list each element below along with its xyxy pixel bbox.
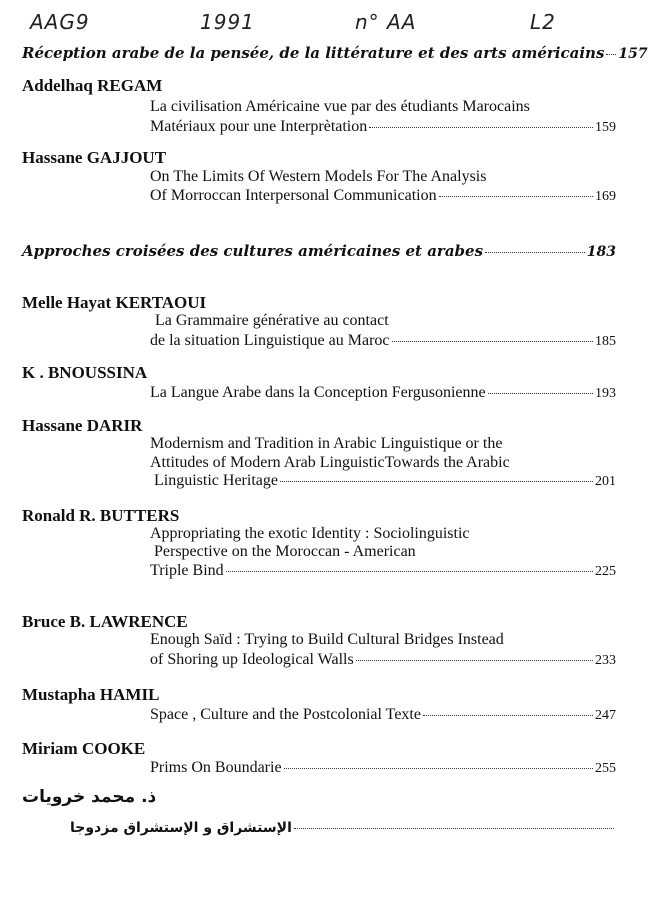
section-heading xyxy=(22,44,648,62)
dot-leader xyxy=(392,341,594,342)
dot-leader xyxy=(226,571,593,572)
page-number: 225 xyxy=(595,564,616,579)
title-line: of Shoring up Ideological Walls xyxy=(150,651,354,668)
title-line: Matériaux pour une Interprètation xyxy=(150,118,368,135)
page-number: 159 xyxy=(595,120,616,135)
dot-leader xyxy=(485,252,585,253)
dot-leader xyxy=(294,828,614,829)
author-name: Miriam COOKE xyxy=(22,739,146,758)
title-row xyxy=(150,562,616,580)
page-number: 185 xyxy=(595,334,616,349)
title-line: Of Morroccan Interpersonal Communication xyxy=(150,187,437,204)
author-name: Addelhaq REGAM xyxy=(22,76,163,95)
title-line: Enough Saïd : Trying to Build Cultural Bridges Instead xyxy=(150,631,504,648)
page-number: 247 xyxy=(595,708,616,723)
handwritten-annotation-1: AAG9 xyxy=(30,10,90,34)
handwritten-annotation-2: 1991 xyxy=(200,10,255,34)
author-name: Hassane GAJJOUT xyxy=(22,148,167,167)
title-line: Linguistic Heritage xyxy=(154,472,278,489)
title-row xyxy=(150,651,616,669)
author-name: Mustapha HAMIL xyxy=(22,685,160,704)
title-line: Triple Bind xyxy=(150,562,224,579)
title-row xyxy=(150,384,616,402)
author-name: Hassane DARIR xyxy=(22,416,143,435)
title-row xyxy=(150,118,616,136)
title-line: Prims On Boundarie xyxy=(150,759,282,776)
title-row xyxy=(150,706,616,724)
section-title: Réception arabe de la pensée, de la littérature et des arts américains xyxy=(22,44,605,62)
title-line: de la situation Linguistique au Maroc xyxy=(150,332,390,349)
page-number: 193 xyxy=(595,386,616,401)
page-number: 183 xyxy=(586,244,616,260)
page-number: 233 xyxy=(595,653,616,668)
title-line: Appropriating the exotic Identity : Sociolinguistic xyxy=(150,525,470,542)
dot-leader xyxy=(423,715,593,716)
dot-leader xyxy=(280,481,593,482)
dot-leader xyxy=(488,393,593,394)
page-number: 157 xyxy=(618,46,648,62)
section-heading xyxy=(22,242,616,260)
title-row xyxy=(150,759,616,777)
dot-leader xyxy=(606,54,616,55)
title-line: La Grammaire générative au contact xyxy=(155,312,389,329)
title-line: Space , Culture and the Postcolonial Texte xyxy=(150,706,421,723)
arabic-title: الإستشراق و الإستشراق مزدوجا xyxy=(70,820,292,836)
author-name: Bruce B. LAWRENCE xyxy=(22,612,188,631)
title-row xyxy=(150,332,616,350)
section-title: Approches croisées des cultures américaines et arabes xyxy=(22,242,484,260)
page-number: 169 xyxy=(595,189,616,204)
dot-leader xyxy=(439,196,593,197)
dot-leader xyxy=(284,768,593,769)
handwritten-annotation-3: n° AA xyxy=(355,10,417,34)
handwritten-annotation-4: L2 xyxy=(530,10,556,34)
page-number: 201 xyxy=(595,474,616,489)
arabic-author: ذ. محمد خرويات xyxy=(22,787,157,807)
author-name: Ronald R. BUTTERS xyxy=(22,506,180,525)
title-line: Perspective on the Moroccan - American xyxy=(154,543,416,560)
arabic-title-row xyxy=(70,820,616,836)
title-line: Attitudes of Modern Arab LinguisticTowards the Arabic xyxy=(150,454,510,471)
dot-leader xyxy=(356,660,593,661)
dot-leader xyxy=(369,127,593,128)
author-name: K . BNOUSSINA xyxy=(22,363,148,382)
title-line: La Langue Arabe dans la Conception Fergusonienne xyxy=(150,384,486,401)
page-number: 255 xyxy=(595,761,616,776)
author-name: Melle Hayat KERTAOUI xyxy=(22,293,207,312)
title-row xyxy=(150,187,616,205)
title-line: On The Limits Of Western Models For The Analysis xyxy=(150,168,487,185)
title-row xyxy=(154,472,616,490)
title-line: La civilisation Américaine vue par des étudiants Marocains xyxy=(150,98,530,115)
title-line: Modernism and Tradition in Arabic Linguistique or the xyxy=(150,435,503,452)
